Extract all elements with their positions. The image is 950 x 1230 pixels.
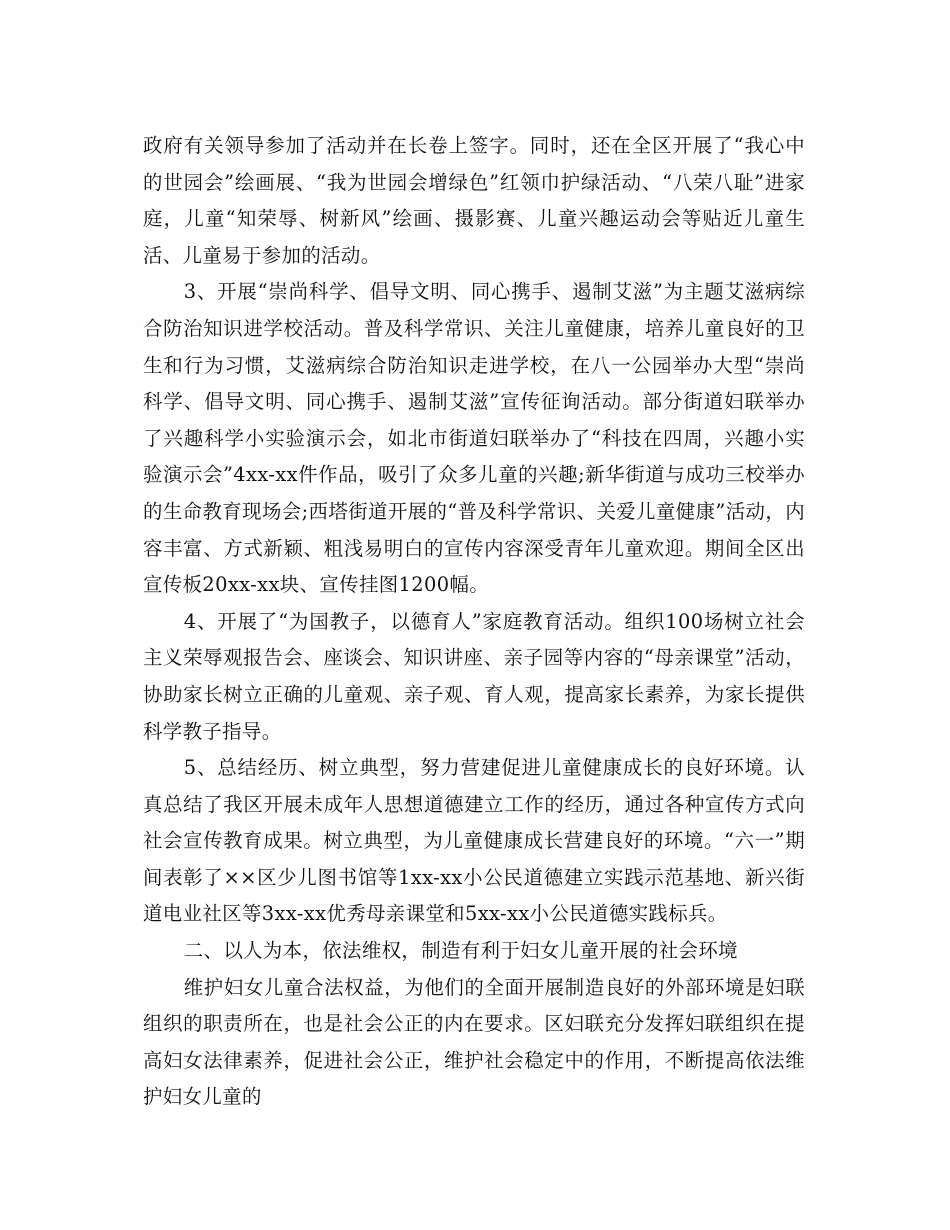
- section-heading: 二、以人为本，依法维权，制造有利于妇女儿童开展的社会环境: [183, 939, 738, 963]
- paragraph-1: 政府有关领导参加了活动并在长卷上签字。同时，还在全区开展了“我心中的世园会”绘画展、“我为世园会增绿色”红领巾护绿活动、“八荣八耻”进家庭，儿童“知荣辱、树新风”绘画、摄影赛、儿童兴趣运动会等贴近儿童生活、儿童易于参加的活动。: [143, 134, 805, 267]
- body-text: [143, 128, 805, 1116]
- paragraph-5: 维护妇女儿童合法权益，为他们的全面开展制造良好的外部环境是妇联组织的职责所在，也是社会公正的内在要求。区妇联充分发挥妇联组织在提高妇女法律素养，促进社会公正，维护社会稳定中的作用，不断提高依法维护妇女儿童的: [143, 975, 805, 1109]
- paragraph-3: 4、开展了“为国教子，以德育人”家庭教育活动。组织100场树立社会主义荣辱观报告会、座谈会、知识讲座、亲子园等内容的“母亲课堂”活动，协助家长树立正确的儿童观、亲子观、育人观，提高家长素养，为家长提供科学教子指导。: [143, 609, 805, 743]
- paragraph-4: 5、总结经历、树立典型，努力营建促进儿童健康成长的良好环境。认真总结了我区开展未成年人思想道德建立工作的经历，通过各种宣传方式向社会宣传教育成果。树立典型，为儿童健康成长营建良好的环境。“六一”期间表彰了××区少儿图书馆等1xx-xx小公民道德建立实践示范基地、新兴街道电业社区等3xx-xx优秀母亲课堂和5xx-xx小公民道德实践标兵。: [143, 756, 805, 926]
- paragraph-2: 3、开展“崇尚科学、倡导文明、同心携手、遏制艾滋”为主题艾滋病综合防治知识进学校活动。普及科学常识、关注儿童健康，培养儿童良好的卫生和行为习惯，艾滋病综合防治知识走进学校，在八一公园举办大型“崇尚科学、倡导文明、同心携手、遏制艾滋”宣传征询活动。部分街道妇联举办了兴趣科学小实验演示会，如北市街道妇联举办了“科技在四周，兴趣小实验演示会”4xx-xx件作品，吸引了众多儿童的兴趣;新华街道与成功三校举办的生命教育现场会;西塔街道开展的“普及科学常识、关爱儿童健康”活动，内容丰富、方式新颖、粗浅易明白的宣传内容深受青年儿童欢迎。期间全区出宣传板20xx-xx块、宣传挂图1200幅。: [143, 280, 805, 597]
